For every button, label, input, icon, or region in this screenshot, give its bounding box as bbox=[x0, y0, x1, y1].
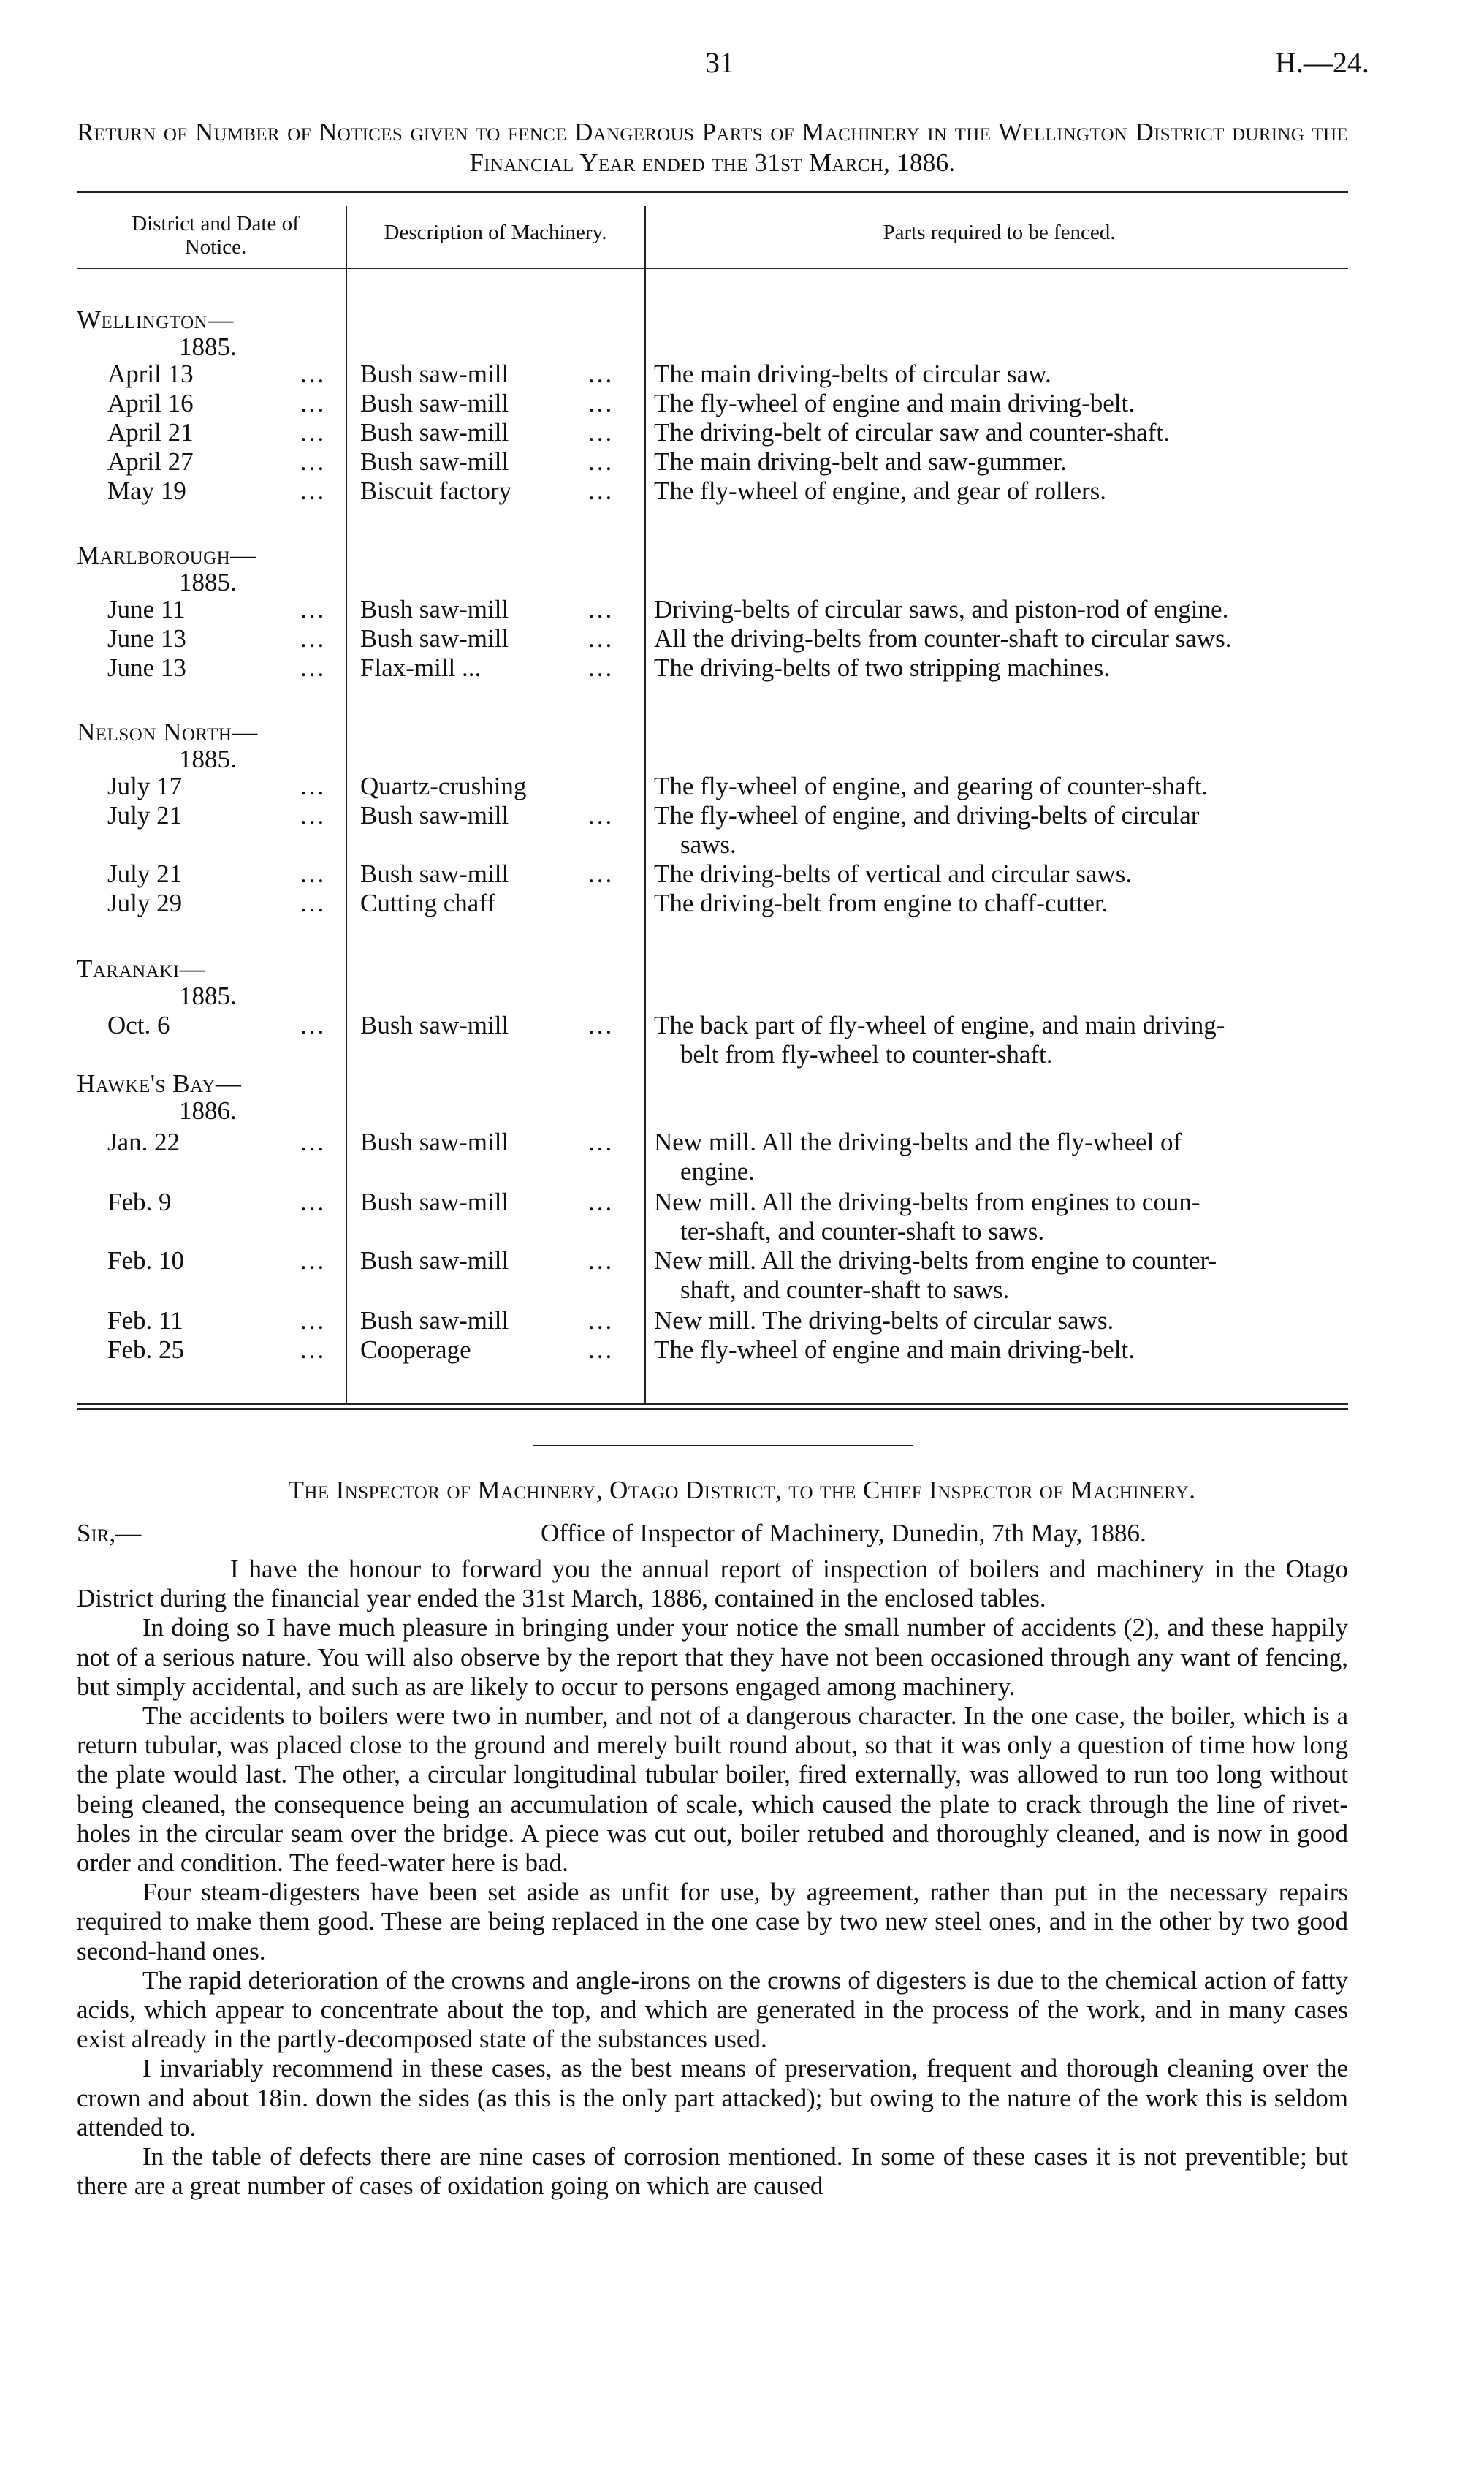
leader-dots: ... bbox=[588, 1011, 614, 1039]
machinery-cell: Quartz-crushing bbox=[360, 772, 527, 800]
notice-date: July 21 bbox=[107, 801, 183, 830]
leader-dots: ... bbox=[300, 1246, 327, 1275]
leader-dots: ... bbox=[588, 389, 614, 417]
leader-dots: ... bbox=[300, 624, 327, 653]
leader-dots: ... bbox=[588, 860, 614, 888]
continuation-row bbox=[77, 1275, 1348, 1305]
machinery-cell: Bush saw-mill bbox=[360, 1188, 509, 1216]
leader-dots: ... bbox=[588, 595, 614, 623]
machinery-cell: Cooperage bbox=[360, 1335, 471, 1364]
leader-dots: ... bbox=[300, 1188, 327, 1216]
machinery-cell: Bush saw-mill bbox=[360, 860, 509, 888]
leader-dots: ... bbox=[588, 447, 614, 476]
parts-cell: The driving-belt from engine to chaff-cutter. bbox=[654, 889, 1108, 917]
machinery-cell: Bush saw-mill bbox=[360, 1246, 509, 1275]
table-row bbox=[77, 1188, 1348, 1217]
machinery-cell: Bush saw-mill bbox=[360, 1011, 509, 1039]
parts-cell: The driving-belts of vertical and circular saws. bbox=[654, 860, 1133, 888]
table-header-rule bbox=[77, 268, 1348, 269]
notice-date: Jan. 22 bbox=[107, 1128, 180, 1156]
parts-continuation: engine. bbox=[680, 1157, 756, 1186]
continuation-row bbox=[77, 1157, 1348, 1186]
continuation-row bbox=[77, 830, 1348, 860]
letter-paragraph: I have the honour to forward you the annual report of inspection of boilers and machinery in the Otago District during the financial year ended the 31st March, 1886, contained in the enclosed tables. bbox=[77, 1555, 1348, 1613]
table-row bbox=[77, 772, 1348, 801]
notice-date: April 21 bbox=[107, 418, 194, 447]
column-header-parts: Parts required to be fenced. bbox=[883, 221, 1116, 244]
year-label: 1885. bbox=[179, 745, 237, 773]
leader-dots: ... bbox=[300, 653, 327, 682]
parts-cell: The driving-belts of two stripping machines. bbox=[654, 653, 1111, 682]
notice-date: Oct. 6 bbox=[107, 1011, 170, 1039]
year-row bbox=[77, 1096, 1348, 1126]
leader-dots: ... bbox=[300, 1306, 327, 1335]
machinery-cell: Flax-mill ... bbox=[360, 653, 482, 682]
machinery-cell: Bush saw-mill bbox=[360, 801, 509, 830]
table-row bbox=[77, 477, 1348, 506]
parts-cell: The fly-wheel of engine, and gearing of counter-shaft. bbox=[654, 772, 1209, 800]
year-label: 1886. bbox=[179, 1096, 237, 1125]
table-row bbox=[77, 860, 1348, 889]
letter-paragraph: In doing so I have much pleasure in bringing under your notice the small number of accidents (2), and these happily not of a serious nature. You will also observe by the report that they have not been occasioned through any want of fencing, but simply accidental, and such as are likely to occur to persons engaged among machinery. bbox=[77, 1613, 1348, 1701]
letter-paragraph: I invariably recommend in these cases, as the best means of preservation, frequent and thorough cleaning over the crown and about 18in. down the sides (as this is the only part attacked); but owing to the nature of the work this is seldom attended to. bbox=[77, 2054, 1348, 2142]
district-heading bbox=[77, 718, 1348, 747]
machinery-cell: Biscuit factory bbox=[360, 477, 512, 505]
letter-paragraph: The rapid deterioration of the crowns and angle-irons on the crowns of digesters is due to the chemical action of fatty acids, which appear to concentrate about the top, and which are generated in the process of the work, and in many cases exist already in the partly-decomposed state of the substances used. bbox=[77, 1965, 1348, 2054]
machinery-cell: Bush saw-mill bbox=[360, 624, 509, 653]
page-reference: H.—24. bbox=[1275, 46, 1369, 79]
letter-heading: The Inspector of Machinery, Otago District, to the Chief Inspector of Machinery. bbox=[288, 1476, 1196, 1504]
parts-continuation: shaft, and counter-shaft to saws. bbox=[680, 1275, 1010, 1304]
table-row bbox=[77, 1011, 1348, 1040]
parts-cell: New mill. All the driving-belts from engine to counter- bbox=[654, 1246, 1217, 1275]
notice-date: July 29 bbox=[107, 889, 183, 917]
district-name: Taranaki— bbox=[77, 955, 206, 983]
leader-dots: ... bbox=[300, 1011, 327, 1039]
table-row bbox=[77, 447, 1348, 477]
machinery-cell: Bush saw-mill bbox=[360, 1306, 509, 1335]
year-label: 1885. bbox=[179, 333, 237, 361]
notice-date: June 11 bbox=[107, 595, 186, 623]
district-name: Wellington— bbox=[77, 306, 234, 334]
machinery-cell: Bush saw-mill bbox=[360, 447, 509, 476]
year-row bbox=[77, 333, 1348, 362]
district-name: Hawke's Bay— bbox=[77, 1069, 242, 1098]
parts-cell: All the driving-belts from counter-shaft to circular saws. bbox=[654, 624, 1232, 653]
letter-body bbox=[77, 1555, 1348, 2201]
leader-dots: ... bbox=[588, 1335, 614, 1364]
notice-date: May 19 bbox=[107, 477, 186, 505]
leader-dots: ... bbox=[588, 477, 614, 505]
letter-paragraph: The accidents to boilers were two in number, and not of a dangerous character. In the one case, the boiler, which is a return tubular, was placed close to the ground and merely built round about, so that it was only a question of time how long the plate would last. The other, a circular longitudinal tubular boiler, fired externally, was allowed to run too long without being cleaned, the consequence being an accumulation of scale, which caused the plate to crack through the line of rivet-holes in the circular seam over the bridge. A piece was cut out, boiler retubed and thoroughly cleaned, and is now in good order and condition. The feed-water here is bad. bbox=[77, 1702, 1348, 1878]
parts-cell: The fly-wheel of engine, and driving-belts of circular bbox=[654, 801, 1200, 830]
notice-date: April 13 bbox=[107, 360, 194, 388]
continuation-row bbox=[77, 1040, 1348, 1069]
leader-dots: ... bbox=[300, 595, 327, 623]
leader-dots: ... bbox=[300, 801, 327, 830]
letter-paragraph: Four steam-digesters have been set aside as unfit for use, by agreement, rather than put in the necessary repairs required to make them good. These are being replaced in the one case by two new steel ones, and in the other by two good second-hand ones. bbox=[77, 1878, 1348, 1965]
leader-dots: ... bbox=[588, 1306, 614, 1335]
leader-dots: ... bbox=[300, 447, 327, 476]
district-heading bbox=[77, 955, 1348, 984]
table-row bbox=[77, 389, 1348, 418]
parts-cell: The main driving-belt and saw-gummer. bbox=[654, 447, 1067, 476]
notice-date: July 17 bbox=[107, 772, 183, 800]
leader-dots: ... bbox=[300, 1335, 327, 1364]
table-row bbox=[77, 889, 1348, 918]
table-row bbox=[77, 653, 1348, 683]
machinery-cell: Bush saw-mill bbox=[360, 1128, 509, 1156]
notice-date: Feb. 25 bbox=[107, 1335, 184, 1364]
leader-dots: ... bbox=[588, 801, 614, 830]
parts-cell: The fly-wheel of engine and main driving-belt. bbox=[654, 389, 1135, 417]
table-row bbox=[77, 595, 1348, 624]
district-name: Marlborough— bbox=[77, 541, 256, 569]
notice-date: June 13 bbox=[107, 624, 186, 653]
table-row bbox=[77, 1306, 1348, 1335]
parts-cell: New mill. The driving-belts of circular saws. bbox=[654, 1306, 1114, 1335]
machinery-cell: Bush saw-mill bbox=[360, 418, 509, 447]
section-divider bbox=[533, 1445, 913, 1446]
page-header bbox=[0, 45, 1484, 89]
machinery-cell: Bush saw-mill bbox=[360, 595, 509, 623]
table-bottom-rule-2 bbox=[77, 1408, 1348, 1410]
year-label: 1885. bbox=[179, 568, 237, 596]
leader-dots: ... bbox=[300, 477, 327, 505]
district-heading bbox=[77, 1069, 1348, 1099]
table-row bbox=[77, 1246, 1348, 1275]
parts-continuation: belt from fly-wheel to counter-shaft. bbox=[680, 1040, 1053, 1069]
table-row bbox=[77, 1128, 1348, 1157]
year-label: 1885. bbox=[179, 982, 237, 1010]
year-row bbox=[77, 982, 1348, 1011]
parts-continuation: ter-shaft, and counter-shaft to saws. bbox=[680, 1217, 1045, 1245]
leader-dots: ... bbox=[588, 624, 614, 653]
notice-date: April 16 bbox=[107, 389, 194, 417]
machinery-cell: Bush saw-mill bbox=[360, 360, 509, 388]
leader-dots: ... bbox=[588, 1128, 614, 1156]
leader-dots: ... bbox=[588, 1246, 614, 1275]
column-header-machinery: Description of Machinery. bbox=[384, 221, 607, 244]
parts-cell: New mill. All the driving-belts from engines to coun- bbox=[654, 1188, 1200, 1216]
notice-date: June 13 bbox=[107, 653, 186, 682]
parts-cell: The fly-wheel of engine, and gear of rollers. bbox=[654, 477, 1107, 505]
notice-date: Feb. 10 bbox=[107, 1246, 184, 1275]
parts-cell: The fly-wheel of engine and main driving-belt. bbox=[654, 1335, 1135, 1364]
continuation-row bbox=[77, 1217, 1348, 1246]
notice-date: Feb. 9 bbox=[107, 1188, 172, 1216]
notice-date: April 27 bbox=[107, 447, 194, 476]
table-row bbox=[77, 360, 1348, 389]
leader-dots: ... bbox=[588, 1188, 614, 1216]
table-title: Return of Number of Notices given to fence Dangerous Parts of Machinery in the Wellington District during the Financial Year ended the 31st March, 1886. bbox=[77, 118, 1348, 177]
leader-dots: ... bbox=[300, 889, 327, 917]
machinery-cell: Bush saw-mill bbox=[360, 389, 509, 417]
leader-dots: ... bbox=[588, 418, 614, 447]
district-heading bbox=[77, 306, 1348, 335]
leader-dots: ... bbox=[300, 360, 327, 388]
leader-dots: ... bbox=[300, 389, 327, 417]
letter-office-line: Office of Inspector of Machinery, Dunedin, 7th May, 1886. bbox=[541, 1519, 1146, 1547]
table-row bbox=[77, 1335, 1348, 1365]
table-row bbox=[77, 418, 1348, 447]
parts-cell: The driving-belt of circular saw and counter-shaft. bbox=[654, 418, 1170, 447]
letter-paragraph: In the table of defects there are nine cases of corrosion mentioned. In some of these cases it is not preventible; but there are a great number of cases of oxidation going on which are caused bbox=[77, 2142, 1348, 2201]
notice-date: Feb. 11 bbox=[107, 1306, 183, 1335]
year-row bbox=[77, 745, 1348, 774]
letter-salutation: Sir,— bbox=[77, 1519, 142, 1547]
table-row bbox=[77, 801, 1348, 830]
leader-dots: ... bbox=[300, 1128, 327, 1156]
table-bottom-rule bbox=[77, 1403, 1348, 1405]
district-heading bbox=[77, 541, 1348, 570]
parts-cell: Driving-belts of circular saws, and piston-rod of engine. bbox=[654, 595, 1229, 623]
leader-dots: ... bbox=[300, 772, 327, 800]
column-header-district: District and Date of Notice. bbox=[132, 212, 300, 259]
year-row bbox=[77, 568, 1348, 597]
parts-cell: New mill. All the driving-belts and the fly-wheel of bbox=[654, 1128, 1182, 1156]
machinery-cell: Cutting chaff bbox=[360, 889, 496, 917]
district-name: Nelson North— bbox=[77, 718, 258, 746]
table-row bbox=[77, 624, 1348, 653]
parts-cell: The main driving-belts of circular saw. bbox=[654, 360, 1051, 388]
page-number: 31 bbox=[705, 46, 734, 79]
parts-continuation: saws. bbox=[680, 830, 737, 859]
notice-date: July 21 bbox=[107, 860, 183, 888]
parts-cell: The back part of fly-wheel of engine, and main driving- bbox=[654, 1011, 1225, 1039]
leader-dots: ... bbox=[588, 653, 614, 682]
leader-dots: ... bbox=[300, 418, 327, 447]
leader-dots: ... bbox=[300, 860, 327, 888]
table-top-rule bbox=[77, 191, 1348, 193]
leader-dots: ... bbox=[588, 360, 614, 388]
